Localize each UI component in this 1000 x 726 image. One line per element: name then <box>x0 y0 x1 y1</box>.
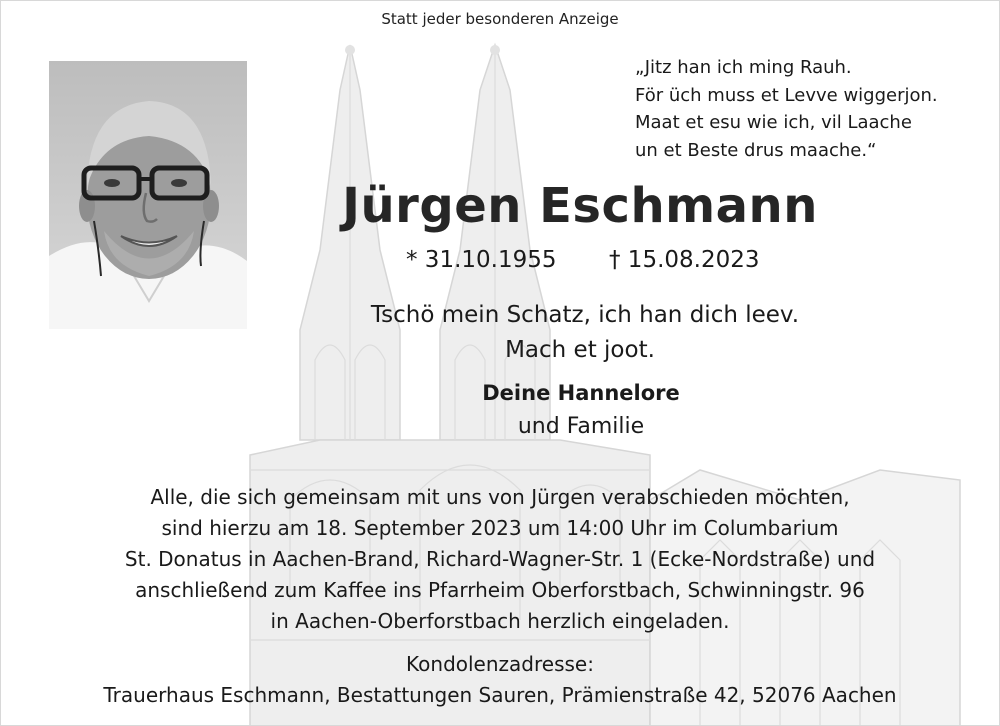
quote-line: un et Beste drus maache.“ <box>635 139 877 161</box>
birth-date: * 31.10.1955 <box>406 247 557 273</box>
deceased-name: Jürgen Eschmann <box>342 178 818 234</box>
condolence-address: Trauerhaus Eschmann, Bestattungen Sauren, Prämienstraße 42, 52076 Aachen <box>103 683 897 707</box>
quote-line: Maat et esu wie ich, vil Laache <box>635 112 912 133</box>
ceremony-line: sind hierzu am 18. September 2023 um 14:00 Uhr im Columbarium <box>161 516 839 540</box>
condolence-label: Kondolenzadresse: <box>406 652 594 676</box>
header-note: Statt jeder besonderen Anzeige <box>381 10 619 28</box>
ceremony-invitation <box>0 482 1000 637</box>
quote-line: „Jitz han ich ming Rauh. <box>635 57 852 78</box>
farewell-line: Tschö mein Schatz, ich han dich leev. <box>370 302 800 328</box>
farewell-line: Mach et joot. <box>505 337 655 363</box>
signature-name: Deine Hannelore <box>482 381 680 405</box>
dialect-quote <box>635 54 938 164</box>
signature-family: und Familie <box>517 414 645 439</box>
ceremony-line: St. Donatus in Aachen-Brand, Richard-Wagner-Str. 1 (Ecke-Nordstraße) und <box>124 547 876 571</box>
ceremony-line: in Aachen-Oberforstbach herzlich eingeladen. <box>270 609 730 633</box>
ceremony-line: anschließend zum Kaffee ins Pfarrheim Oberforstbach, Schwinningstr. 96 <box>135 578 865 602</box>
ceremony-line: Alle, die sich gemeinsam mit uns von Jürgen verabschieden möchten, <box>150 485 850 509</box>
quote-line: För üch muss et Levve wiggerjon. <box>635 84 938 106</box>
death-date: † 15.08.2023 <box>609 247 760 273</box>
